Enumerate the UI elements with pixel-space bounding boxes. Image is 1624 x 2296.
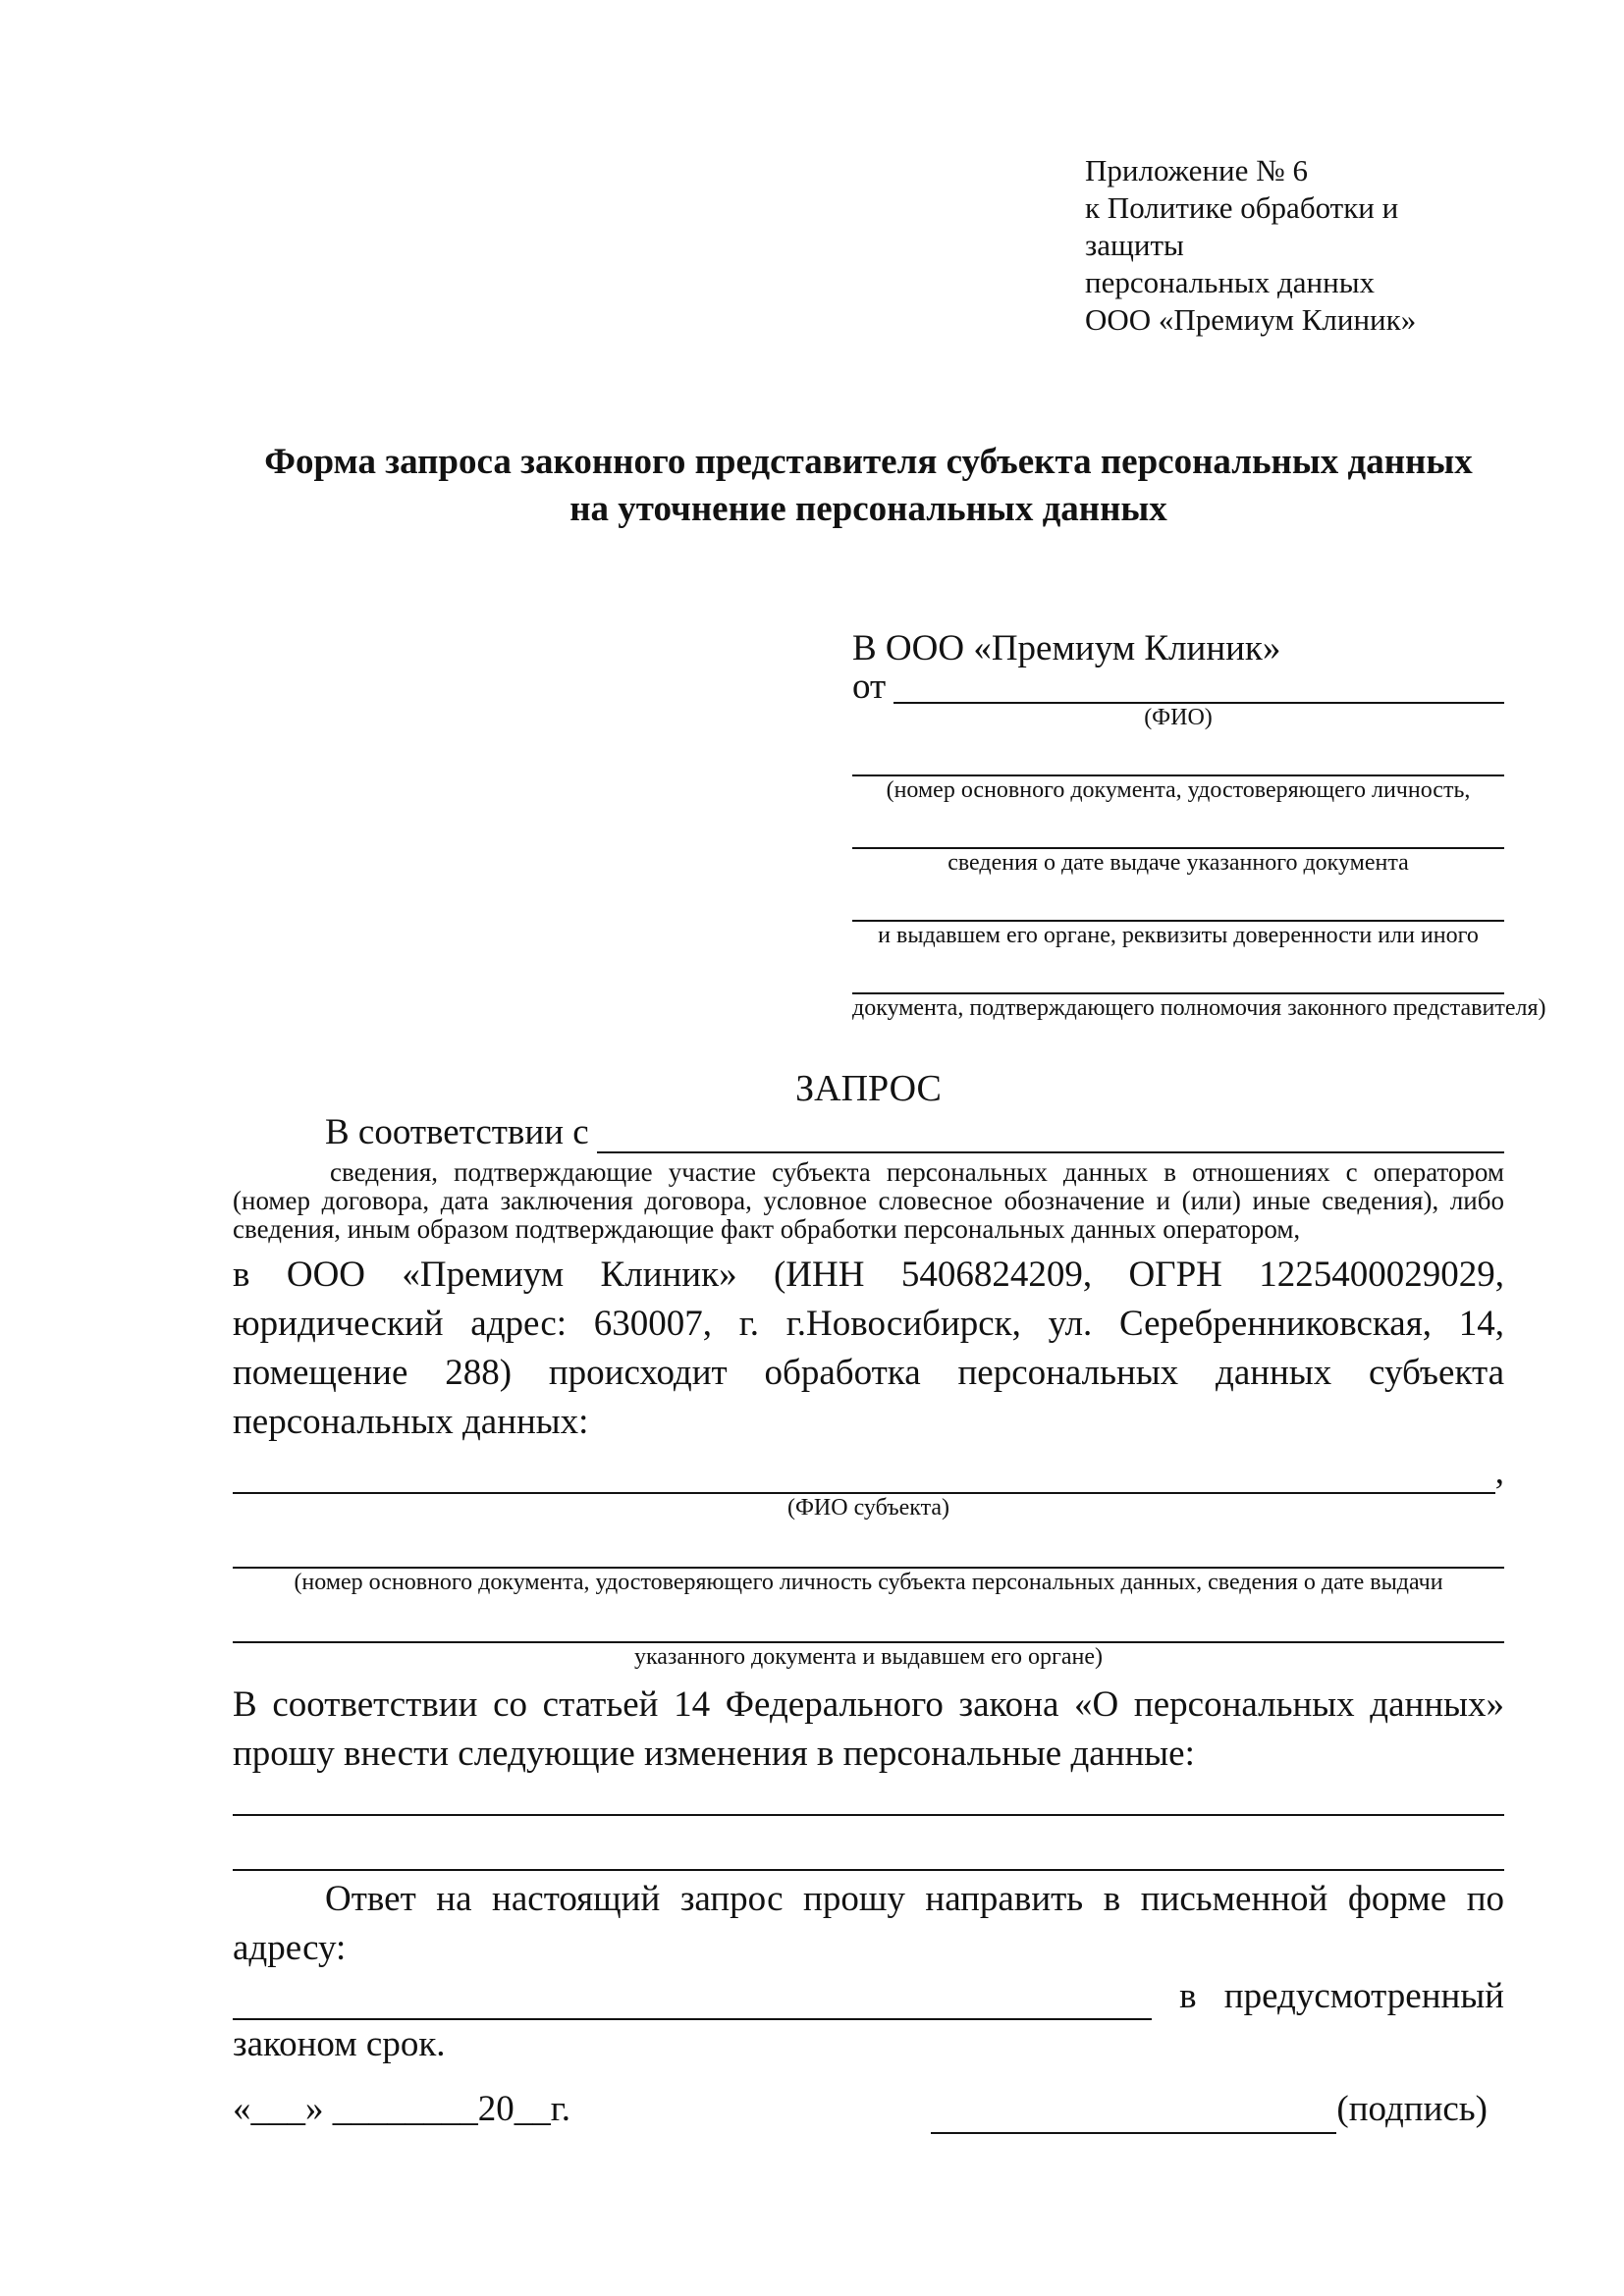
appendix-line: к Политике обработки и защиты: [1085, 190, 1399, 262]
changes-blank-line-2: [233, 1847, 1504, 1871]
addressee-organization: В ООО «Премиум Клиник»: [852, 628, 1281, 668]
law-paragraph: В соответствии со статьей 14 Федерального закона «О персональных данных» прошу внести следующие изменения в персональные данные:: [233, 1684, 1504, 1774]
trailing-comma: ,: [1494, 1452, 1504, 1492]
signature-block: [931, 2085, 1488, 2134]
document-title-line: на уточнение персональных данных: [569, 489, 1167, 529]
representative-authority-blank-line: [852, 971, 1504, 994]
response-word: предусмотренный: [1223, 1976, 1504, 2016]
request-heading: ЗАПРОС: [795, 1068, 942, 1109]
date-blank: «___» ________20__г.: [233, 2089, 571, 2129]
response-word: в: [1179, 1976, 1197, 2016]
issue-date-blank-line: [852, 826, 1504, 849]
caption-fio: (ФИО): [1144, 705, 1213, 730]
caption-subject-document: (номер основного документа, удостоверяющего личность субъекта персональных данных, сведения о дате выдачи: [294, 1570, 1443, 1595]
caption-issue-date: сведения о дате выдаче указанного документа: [947, 850, 1409, 876]
subject-fio-row: [233, 1451, 1504, 1494]
in-accordance-label: В соответствии с: [325, 1112, 589, 1152]
basis-explanation-note: сведения, подтверждающие участие субъекта персональных данных в отношениях с оператором (номер договора, дата заключения договора, условное словесное обозначение и (или) иные сведения), либо сведения, иным образом подтверждающие факт обработки персональных данных оператором,: [233, 1157, 1504, 1244]
response-paragraph-line3: законом срок.: [233, 2024, 446, 2064]
operator-paragraph: в ООО «Премиум Клиник» (ИНН 5406824209, ОГРН 1225400029029, юридический адрес: 630007, г. г.Новосибирск, ул. Серебренниковская, 14, помещение 288) происходит обработка персональных данных субъекта персональных данных:: [233, 1255, 1504, 1442]
document-number-blank-line: [852, 753, 1504, 776]
issuing-authority-blank-line: [852, 898, 1504, 922]
appendix-block: [1085, 152, 1504, 339]
document-title: [233, 439, 1504, 533]
basis-blank-line: [597, 1116, 1504, 1153]
appendix-line: Приложение № 6: [1085, 153, 1308, 187]
in-accordance-row: [233, 1112, 1504, 1153]
response-address-row: [233, 1973, 1504, 2020]
caption-signature: (подпись): [1336, 2089, 1488, 2129]
caption-subject-document-authority: указанного документа и выдавшем его органе): [633, 1644, 1104, 1670]
appendix-line: ООО «Премиум Клиник»: [1085, 302, 1417, 337]
signature-blank-line: [931, 2097, 1336, 2134]
changes-blank-line-1: [233, 1792, 1504, 1816]
caption-document-number: (номер основного документа, удостоверяющего личность,: [886, 777, 1471, 803]
response-paragraph-line1: Ответ на настоящий запрос прошу направить в письменной форме по адресу:: [233, 1879, 1504, 1968]
caption-representative-authority: документа, подтверждающего полномочия законного представителя): [852, 995, 1546, 1021]
subject-document-blank-line: [233, 1545, 1504, 1569]
appendix-line: персональных данных: [1085, 265, 1376, 299]
address-blank-line: [233, 1983, 1152, 2020]
from-label: от: [852, 667, 887, 707]
caption-subject-fio: (ФИО субъекта): [786, 1495, 950, 1521]
footer-row: [233, 2085, 1504, 2134]
document-title-line: Форма запроса законного представителя субъекта персональных данных: [264, 442, 1473, 482]
fio-blank-line: [893, 672, 1504, 704]
subject-fio-blank-line: [233, 1459, 1495, 1494]
caption-issuing-authority: и выдавшем его органе, реквизиты доверенности или иного: [878, 923, 1479, 948]
addressee-block: [852, 627, 1546, 1022]
from-row: [852, 667, 1504, 707]
subject-document-authority-blank-line: [233, 1620, 1504, 1643]
